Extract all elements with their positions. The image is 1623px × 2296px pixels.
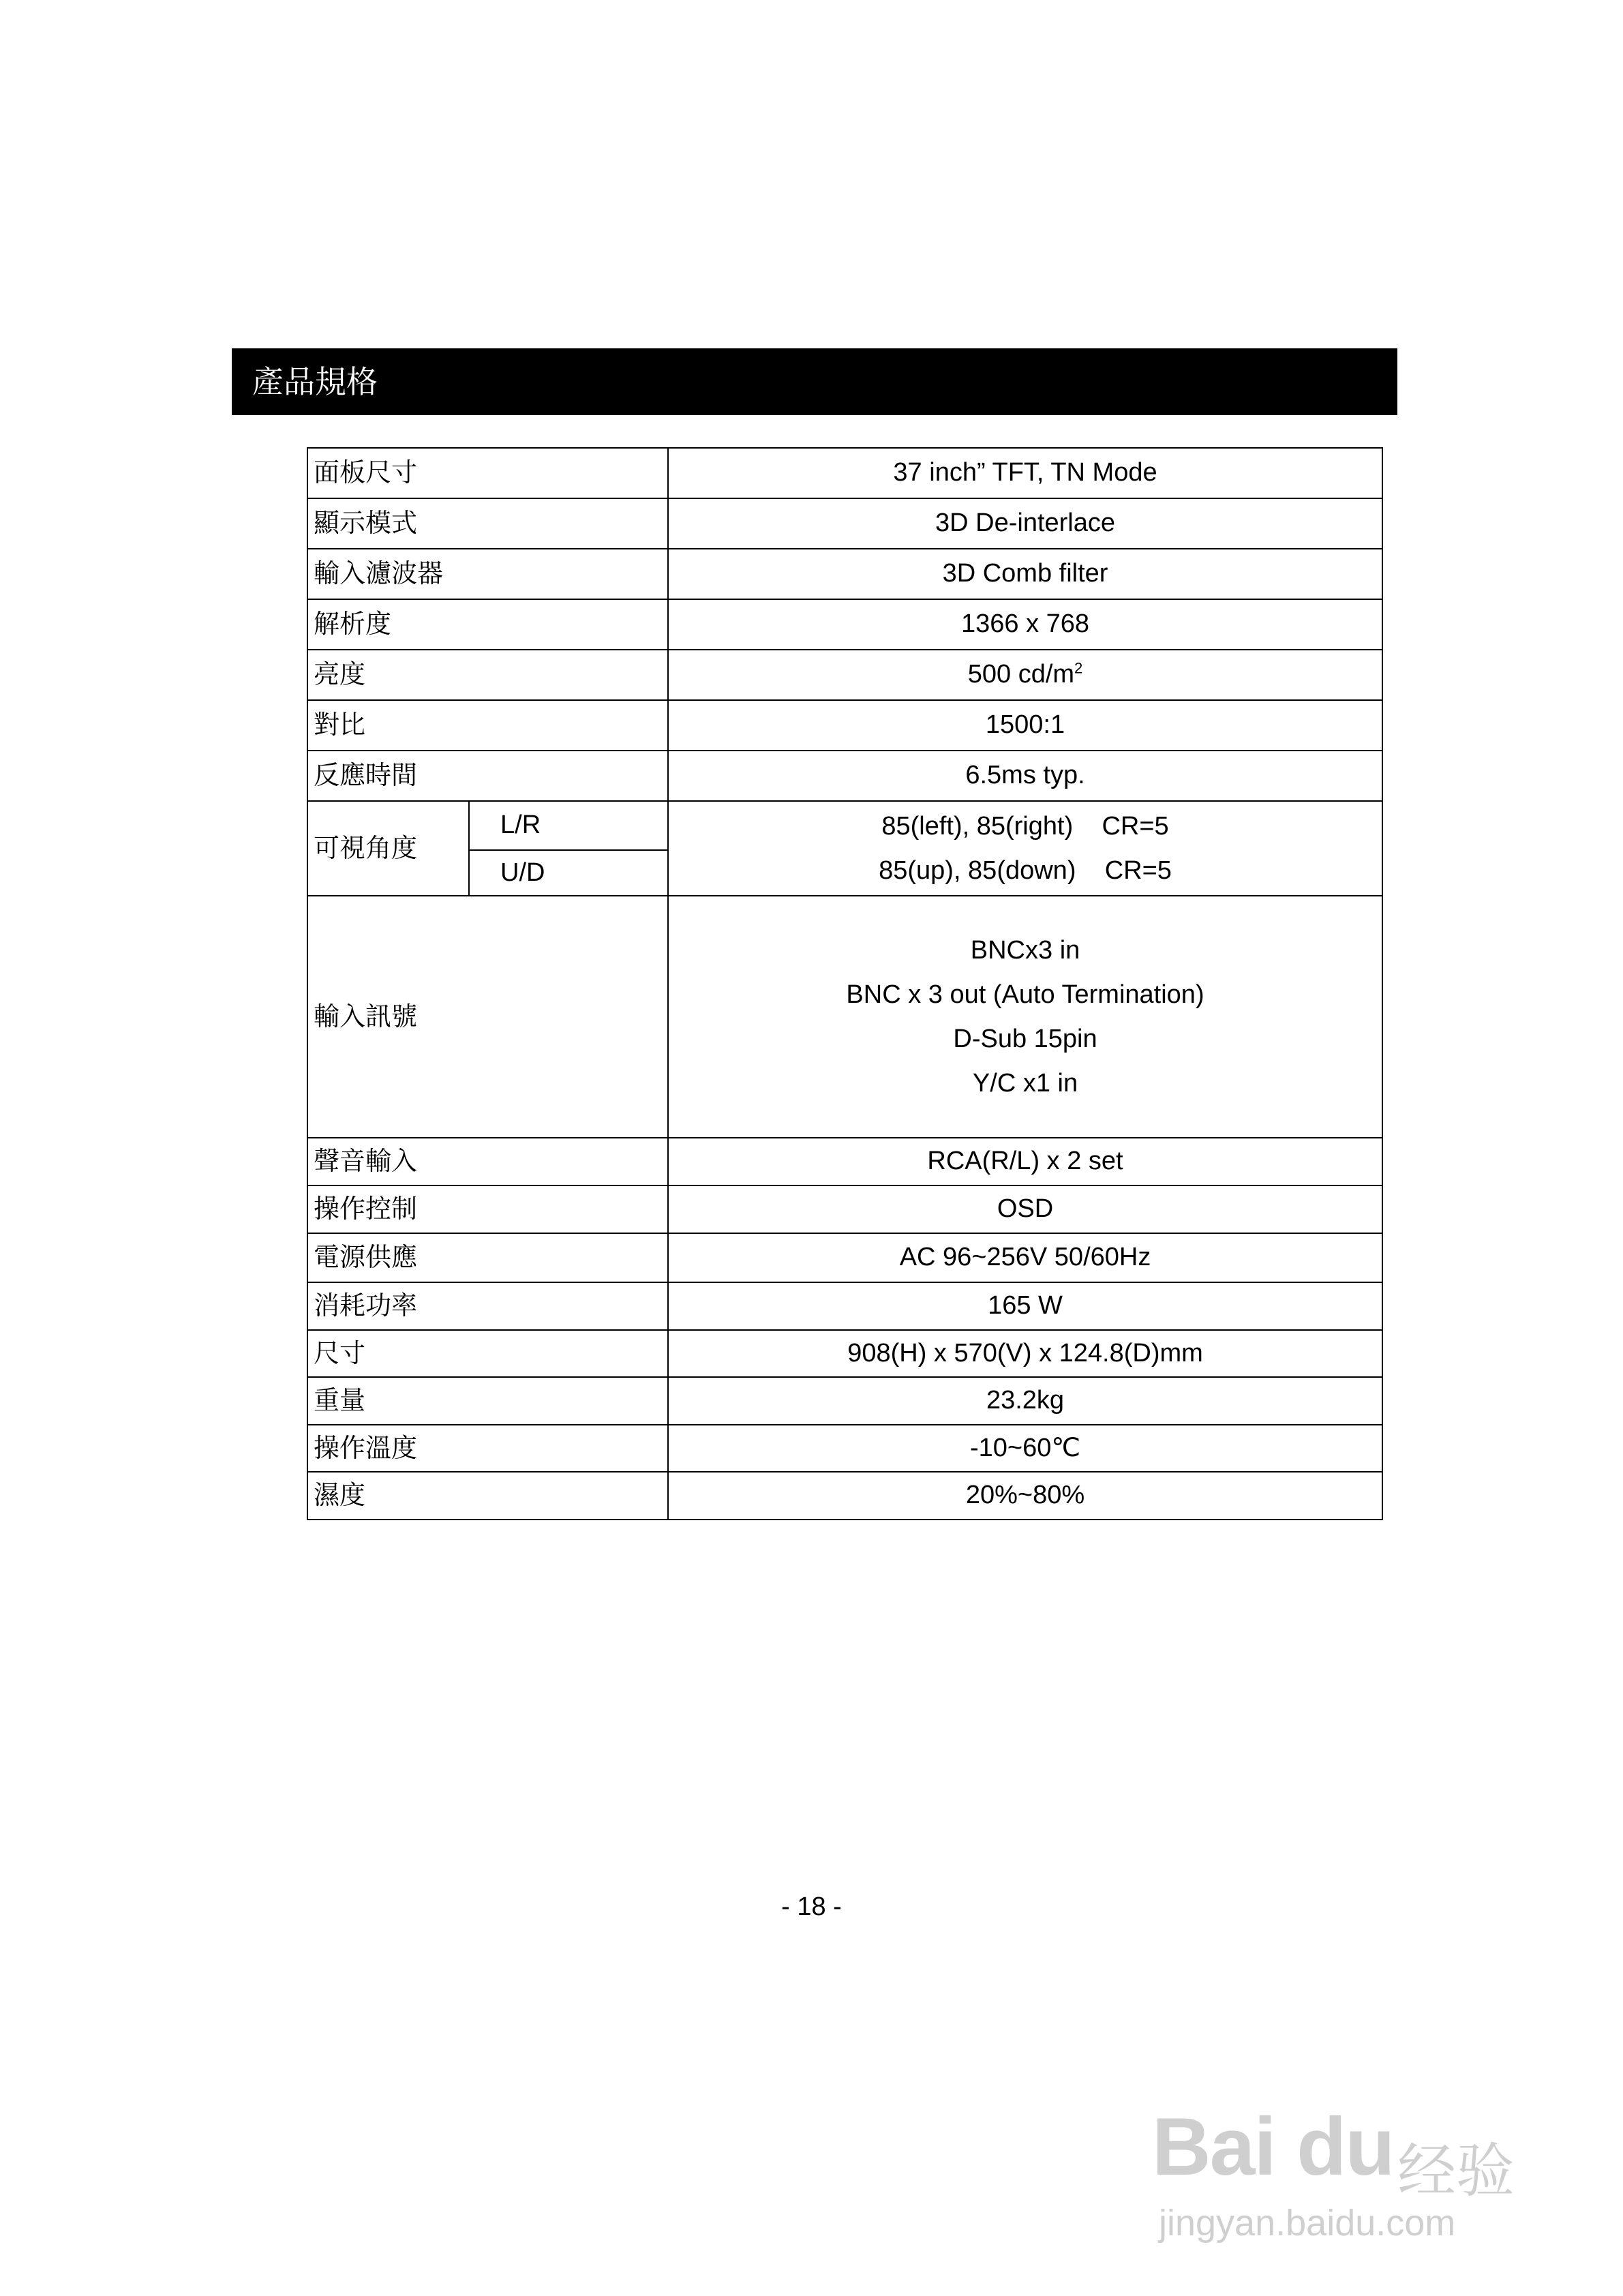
table-row — [307, 1138, 1382, 1185]
watermark-brand: Bai du — [1152, 2101, 1394, 2192]
table-row — [307, 448, 1382, 498]
spec-label: 對比 — [307, 700, 668, 751]
spec-value: 23.2kg — [668, 1377, 1382, 1425]
watermark-url: jingyan.baidu.com — [1159, 2203, 1456, 2244]
spec-label: 顯示模式 — [307, 498, 668, 549]
spec-value: 6.5ms typ. — [668, 751, 1382, 801]
table-row — [307, 1185, 1382, 1233]
table-row — [307, 1330, 1382, 1377]
spec-value: 1500:1 — [668, 700, 1382, 751]
spec-value: 3D Comb filter — [668, 549, 1382, 599]
spec-label: 濕度 — [307, 1472, 668, 1520]
spec-value: RCA(R/L) x 2 set — [668, 1138, 1382, 1185]
spec-label: 尺寸 — [307, 1330, 668, 1377]
input-signal-label: 輸入訊號 — [307, 896, 668, 1138]
table-row — [307, 549, 1382, 599]
spec-value: -10~60℃ — [668, 1425, 1382, 1472]
spec-label: 面板尺寸 — [307, 448, 668, 498]
input-signal-line: Y/C x1 in — [972, 1068, 1078, 1098]
spec-label: 電源供應 — [307, 1233, 668, 1282]
watermark-cn: 经验 — [1397, 2137, 1515, 2205]
spec-value: 3D De-interlace — [668, 498, 1382, 549]
spec-label: 聲音輸入 — [307, 1138, 668, 1185]
table-row — [307, 650, 1382, 700]
spec-value: 165 W — [668, 1282, 1382, 1330]
spec-label: 解析度 — [307, 599, 668, 650]
spec-label: 消耗功率 — [307, 1282, 668, 1330]
spec-value: 20%~80% — [668, 1472, 1382, 1520]
table-row — [307, 1282, 1382, 1330]
brightness-value: 500 cd/m — [967, 660, 1075, 689]
spec-value: 37 inch” TFT, TN Mode — [668, 448, 1382, 498]
spec-table — [307, 447, 1383, 1520]
input-signal-value — [668, 896, 1382, 1138]
table-row — [307, 1377, 1382, 1425]
spec-value: 1366 x 768 — [668, 599, 1382, 650]
spec-label: 操作控制 — [307, 1185, 668, 1233]
spec-label: 操作溫度 — [307, 1425, 668, 1472]
spec-value: AC 96~256V 50/60Hz — [668, 1233, 1382, 1282]
spec-label: 重量 — [307, 1377, 668, 1425]
page-number: - 18 - — [781, 1892, 842, 1921]
input-signal-line: D-Sub 15pin — [953, 1024, 1097, 1053]
table-row — [307, 1233, 1382, 1282]
table-row — [307, 896, 1382, 1138]
spec-label: 亮度 — [307, 650, 668, 700]
viewing-angle-lr-value: 85(left), 85(right) CR=5 — [881, 811, 1169, 841]
viewing-angle-value — [668, 801, 1382, 896]
table-row — [307, 599, 1382, 650]
section-title-bar — [232, 348, 1397, 415]
section-title: 產品規格 — [252, 363, 378, 400]
spec-value: OSD — [668, 1185, 1382, 1233]
viewing-angle-ud-label: U/D — [469, 850, 668, 896]
table-row — [307, 700, 1382, 751]
viewing-angle-label: 可視角度 — [307, 801, 469, 896]
table-row — [307, 498, 1382, 549]
spec-value — [668, 650, 1382, 700]
viewing-angle-lr-label: L/R — [469, 801, 668, 850]
input-signal-line: BNCx3 in — [970, 935, 1080, 965]
table-row — [307, 1425, 1382, 1472]
brightness-superscript: 2 — [1074, 659, 1083, 677]
table-row — [307, 1472, 1382, 1520]
watermark — [1152, 2059, 1534, 2250]
spec-label: 反應時間 — [307, 751, 668, 801]
spec-label: 輸入濾波器 — [307, 549, 668, 599]
spec-value: 908(H) x 570(V) x 124.8(D)mm — [668, 1330, 1382, 1377]
viewing-angle-ud-value: 85(up), 85(down) CR=5 — [879, 856, 1172, 885]
input-signal-line: BNC x 3 out (Auto Termination) — [846, 980, 1204, 1009]
table-row — [307, 801, 1382, 850]
table-row — [307, 751, 1382, 801]
